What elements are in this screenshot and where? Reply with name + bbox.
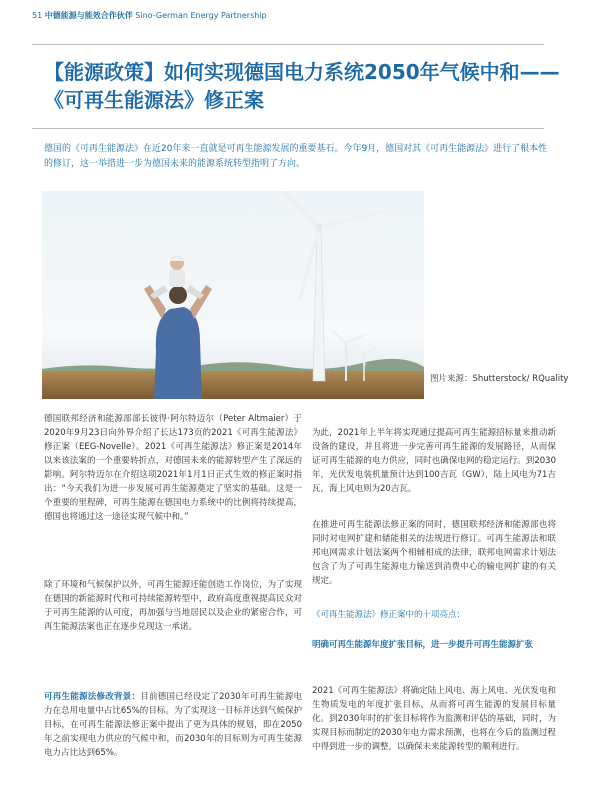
- partnership-name: Sino-German Energy Partnership: [135, 11, 267, 20]
- right-col-para-2: 在推进可再生能源法修正案的同时，德国联邦经济和能源部也将同时对电网扩建和储能相关的法规进行修订。可再生能源法和联邦电网需求计划法案两个相辅相成的法律，联邦电网需求计划法包含了为了可再生能源电力输送到消费中心的输电网扩建的有关规定。: [312, 520, 556, 586]
- photo-caption: 图片来源：Shutterstock/ RQuality: [430, 374, 569, 384]
- background-inline-heading: 可再生能源法修改背景：: [44, 692, 141, 702]
- wind-turbine-photo: [42, 191, 424, 399]
- background-paragraph: 目前德国已经设定了2030年可再生能源电力在总用电量中占比65%的目标。为了实现这一目标并达到气候保护目标，在可再生能源法修正案中提出了更为具体的规划，即在2050年之前实现电力供应的气候中和，而2030年的目标则为可再生能源电力占比达到65%。: [44, 692, 302, 758]
- left-col-para-3: [44, 690, 302, 760]
- left-col-para-2: 除了环境和气候保护以外，可再生能源还能创造工作岗位，为了实现在德国的新能源时代和可持续能源转型中，政府高度重视提高民众对于可再生能源的认可度，再加强与当地居民以及企业的紧密合作，可再生能源法案也正在逐步兑现这一承诺。: [44, 580, 302, 632]
- photo-illustration: [42, 191, 424, 399]
- right-col-para-3: 2021《可再生能源法》将确定陆上风电、海上风电、光伏发电和生物质发电的年度扩张目标，从而将可再生能源的发展目标量化。到2030年时的扩张目标将作为监测和评估的基础，同时，为实现目标而制定的2030年电力需求预测，也将在今后的监测过程中得到进一步的调整，以确保未来能源转型的顺利进行。: [312, 686, 556, 752]
- running-header: [32, 10, 580, 21]
- right-col-para-1: 为此，2021年上半年将实现通过提高可再生能源招标量来推动新设备的建设，并且将进一步完善可再生能源的发展路径，从而保证可再生能源的电力供应，同时也确保电网的稳定运行。到2030年，光伏发电装机量预计达到100吉瓦（GW），陆上风电为71吉瓦，海上风电则为20吉瓦。: [312, 428, 556, 494]
- highlights-heading: 《可再生能源法》修正案中的十项亮点：: [312, 610, 466, 620]
- page-number: 51: [32, 11, 43, 20]
- header-divider: [32, 44, 544, 45]
- left-col-para-1: 德国联邦经济和能源部部长彼得·阿尔特迈尔（Peter Altmaier）于2020年9月23日向外界介绍了长达173页的2021《可再生能源法》修正案（EEG-Novelle）。2021《可再生能源法》修正案是2014年以来该法案的一个重要转折点，对德国未来的能源转型产生了深远的影响。阿尔特迈尔在介绍这项2021年1月1日正式生效的修正案时指出：“今天我们为进一步发展可再生能源奠定了坚实的基础。这是一个重要的里程碑，可再生能源在德国电力系统中的比例将持续提高，德国也将通过这一途径实现气候中和。”: [44, 414, 302, 522]
- article-title: 【能源政策】如何实现德国电力系统2050年气候中和——《可再生能源法》修正案: [44, 60, 560, 112]
- publication-name: 中德能源与能效合作伙伴: [44, 11, 133, 20]
- title-divider: [32, 128, 544, 129]
- article-lead: 德国的《可再生能源法》在近20年来一直就是可再生能源发展的重要基石。今年9月，德国对其《可再生能源法》进行了根本性的修订，这一举措进一步为德国未来的能源系统转型指明了方向。: [44, 144, 548, 169]
- highlights-subheading: 明确可再生能源年度扩张目标，进一步提升可再生能源扩张: [312, 640, 534, 650]
